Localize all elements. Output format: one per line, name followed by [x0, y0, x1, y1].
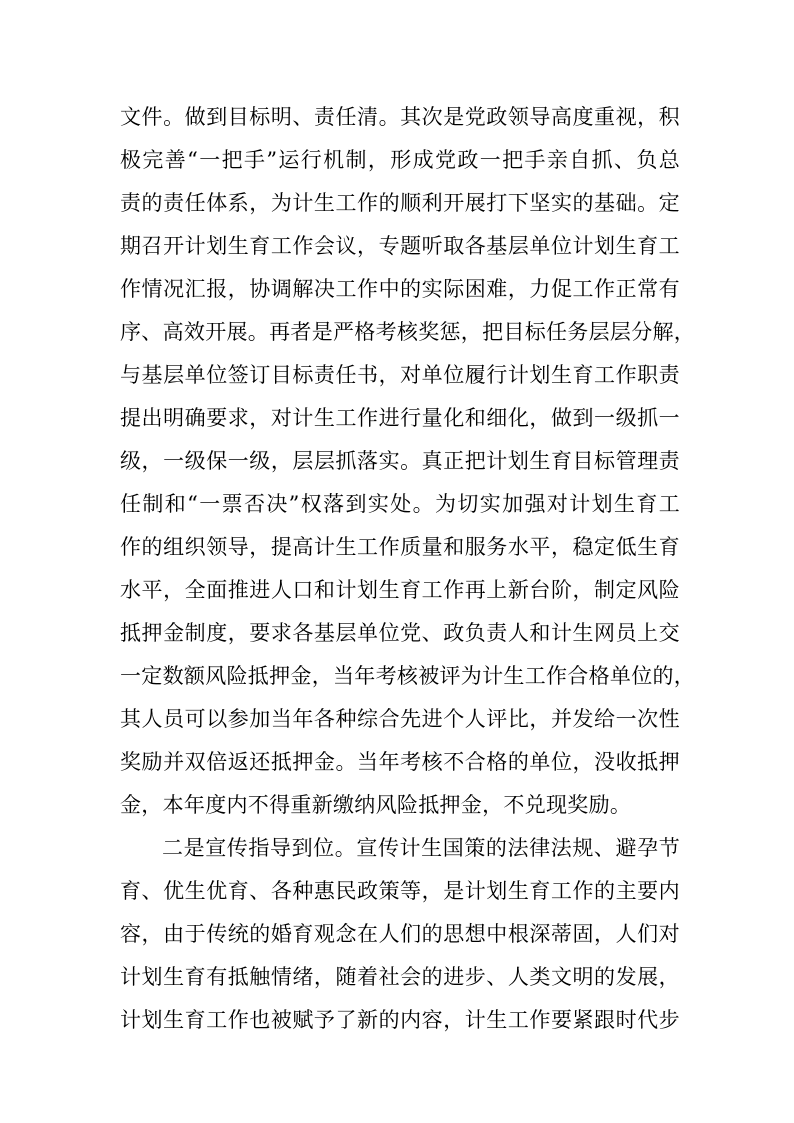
text-line: 作情况汇报，协调解决工作中的实际困难，力促工作正常有 — [120, 277, 680, 301]
text-line: 二是宣传指导到位。宣传计生国策的法律法规、避孕节 — [162, 836, 680, 860]
paragraph-1 — [120, 100, 696, 822]
text-line: 序、高效开展。再者是严格考核奖惩，把目标任务层层分解， — [120, 320, 696, 344]
text-line: 文件。做到目标明、责任清。其次是党政领导高度重视，积 — [120, 105, 680, 129]
text-line: 一定数额风险抵押金，当年考核被评为计生工作合格单位的， — [120, 664, 696, 688]
text-line: 奖励并双倍返还抵押金。当年考核不合格的单位，没收抵押 — [120, 750, 680, 774]
text-line: 抵押金制度，要求各基层单位党、政负责人和计生网员上交 — [120, 621, 680, 645]
text-line: 任制和“一票否决”权落到实处。为切实加强对计划生育工 — [120, 492, 680, 516]
text-line: 级，一级保一级，层层抓落实。真正把计划生育目标管理责 — [120, 449, 680, 473]
text-line: 水平，全面推进人口和计划生育工作再上新台阶，制定风险 — [120, 578, 680, 602]
text-line: 与基层单位签订目标责任书，对单位履行计划生育工作职责 — [120, 363, 680, 387]
paragraph-2 — [120, 831, 680, 1037]
text-line: 责的责任体系，为计生工作的顺利开展打下坚实的基础。定 — [120, 191, 680, 215]
text-line: 其人员可以参加当年各种综合先进个人评比，并发给一次性 — [120, 707, 680, 731]
text-line: 期召开计划生育工作会议，专题听取各基层单位计划生育工 — [120, 234, 680, 258]
document-page — [120, 100, 696, 1046]
text-line: 金，本年度内不得重新缴纳风险抵押金，不兑现奖励。 — [120, 793, 632, 817]
text-line: 育、优生优育、各种惠民政策等，是计划生育工作的主要内 — [120, 879, 680, 903]
text-line: 提出明确要求，对计生工作进行量化和细化，做到一级抓一 — [120, 406, 680, 430]
text-line: 作的组织领导，提高计生工作质量和服务水平，稳定低生育 — [120, 535, 680, 559]
text-line: 容，由于传统的婚育观念在人们的思想中根深蒂固，人们对 — [120, 922, 680, 946]
text-line: 极完善“一把手”运行机制，形成党政一把手亲自抓、负总 — [120, 148, 680, 172]
text-line: 计划生育有抵触情绪，随着社会的进步、人类文明的发展， — [120, 965, 680, 989]
text-line: 计划生育工作也被赋予了新的内容，计生工作要紧跟时代步 — [120, 1008, 680, 1032]
